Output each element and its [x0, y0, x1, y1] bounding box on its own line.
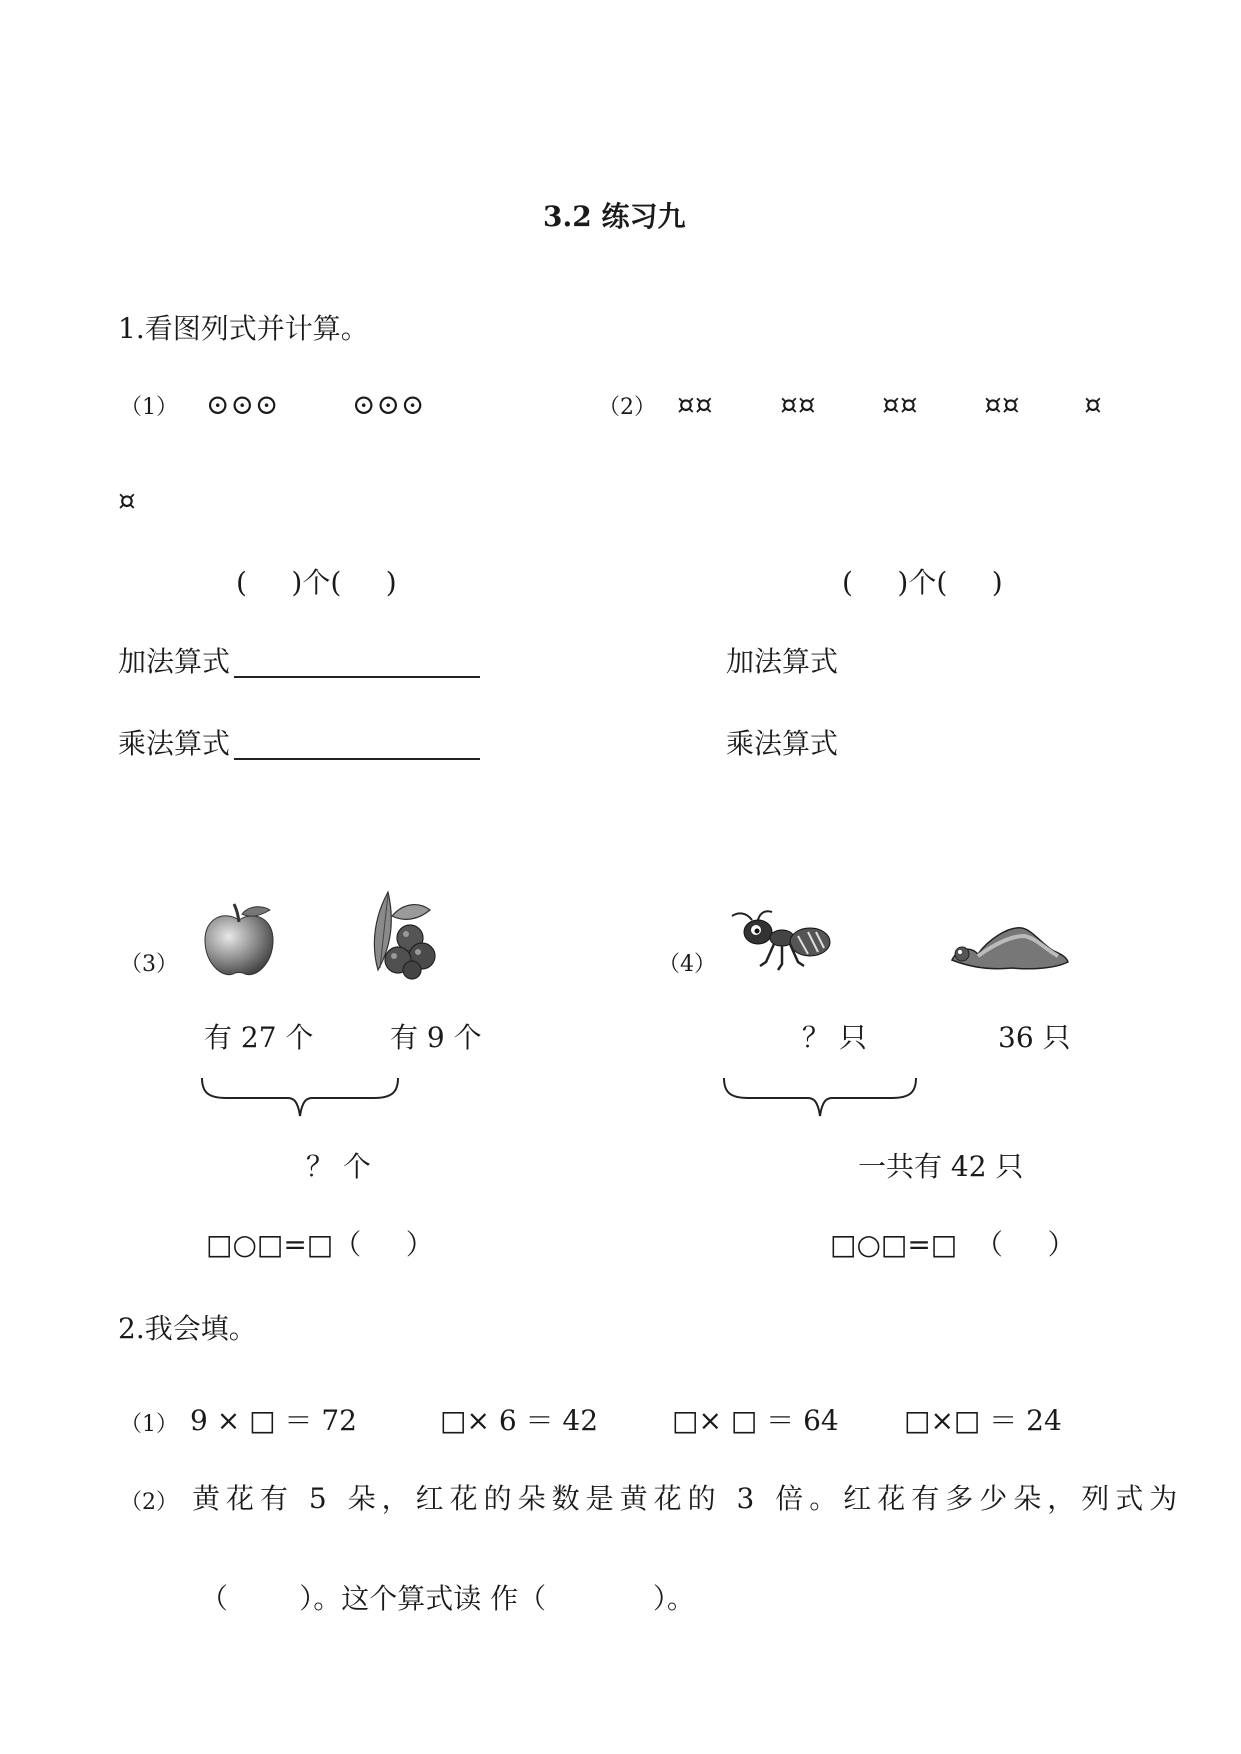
problem-3-total: ？ 个: [306, 1150, 371, 1183]
currency-group-4: ¤¤: [984, 388, 1020, 421]
problem-1-addition-answer-line[interactable]: [234, 676, 480, 678]
berries-icon: [356, 888, 438, 980]
brace-icon: [200, 1076, 400, 1120]
berry-count: 有 9 个: [390, 1021, 482, 1054]
problem-3-label: （3）: [120, 952, 178, 977]
apple-count: 有 27 个: [204, 1021, 314, 1054]
ant-count: ？ 只: [802, 1021, 867, 1054]
problem-1-addition-label: 加法算式: [118, 645, 231, 678]
problem-2-fill: ( )个( ): [842, 566, 1003, 599]
currency-group-3: ¤¤: [882, 388, 918, 421]
q1-equation-1[interactable]: 9 × □ ＝ 72: [190, 1404, 357, 1437]
problem-4-equation[interactable]: □○□=□ （ ）: [830, 1228, 1076, 1261]
dot-group-b: ⊙⊙⊙: [352, 388, 426, 421]
page-title: 3.2 练习九: [543, 200, 686, 233]
problem-4-label: （4）: [658, 952, 716, 977]
q1-equation-3[interactable]: □× □ ＝ 64: [672, 1404, 839, 1437]
section-1-heading: 1.看图列式并计算。: [118, 312, 369, 345]
problem-3-equation[interactable]: □○□=□（ ）: [206, 1228, 434, 1261]
currency-group-6: ¤: [118, 484, 136, 517]
apple-icon: [200, 902, 278, 980]
problem-2-label: （2）: [598, 395, 656, 420]
currency-group-1: ¤¤: [677, 388, 713, 421]
ant-icon: [728, 910, 834, 972]
q1-equation-4[interactable]: □×□ ＝ 24: [904, 1404, 1062, 1437]
brace-icon: [722, 1076, 918, 1120]
problem-1-multiplication-answer-line[interactable]: [234, 758, 480, 760]
currency-group-2: ¤¤: [780, 388, 816, 421]
q2-answer-line[interactable]: （ ）。这个算式读 作（ ）。: [200, 1582, 695, 1615]
problem-1-multiplication-label: 乘法算式: [118, 727, 231, 760]
worm-count: 36 只: [998, 1021, 1071, 1054]
q1-label: （1）: [120, 1412, 178, 1437]
q1-equation-2[interactable]: □× 6 ＝ 42: [440, 1404, 599, 1437]
section-2-heading: 2.我会填。: [118, 1312, 257, 1345]
currency-group-5: ¤: [1084, 388, 1102, 421]
dot-group-a: ⊙⊙⊙: [206, 388, 280, 421]
problem-1-fill: ( )个( ): [236, 566, 397, 599]
problem-2-addition-label: 加法算式: [726, 645, 839, 678]
problem-2-multiplication-label: 乘法算式: [726, 727, 839, 760]
worm-icon: [948, 922, 1070, 974]
problem-1-label: （1）: [120, 395, 178, 420]
q2-label: （2）: [120, 1490, 178, 1515]
q2-text: 黄花有 5 朵，红花的朵数是黄花的 3 倍。红花有多少朵，列式为: [192, 1482, 1184, 1515]
problem-4-total: 一共有 42 只: [858, 1150, 1024, 1183]
